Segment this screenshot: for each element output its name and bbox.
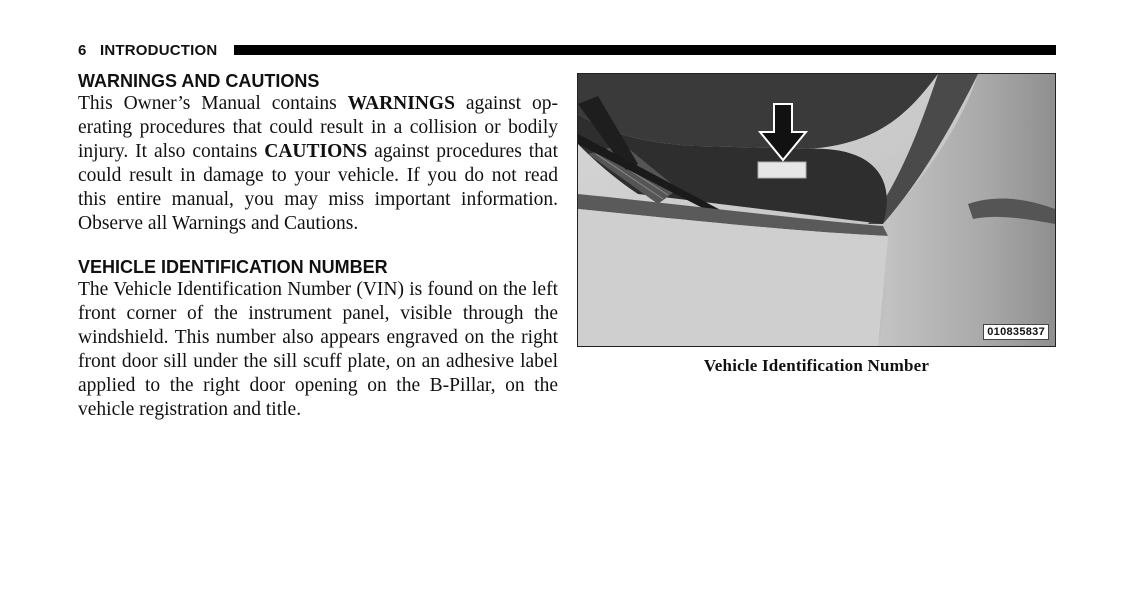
warnings-text-2: against operating procedures that could result in a collision or bodily injury. It also contains bbox=[78, 93, 559, 162]
warnings-section bbox=[78, 70, 558, 236]
vin-paragraph: The Vehicle Identification Number (VIN) is found on the left front corner of the instrument panel, visible through the windshield. This number also appears engraved on the right front door sill under the sill scuff plate, on an adhesive label applied to the right door opening on the B-Pillar, on the vehicle registration and title. bbox=[78, 279, 558, 420]
image-code-label: 010835837 bbox=[983, 324, 1049, 340]
vin-location-illustration bbox=[577, 73, 1056, 347]
vin-section bbox=[78, 256, 558, 422]
car-windshield-drawing bbox=[578, 74, 1055, 346]
vin-heading: VEHICLE IDENTIFICATION NUMBER bbox=[78, 257, 388, 277]
figure-caption: Vehicle Identification Number bbox=[703, 356, 930, 375]
warnings-bold-term: WARNINGS bbox=[347, 93, 455, 114]
page-header bbox=[78, 41, 1056, 61]
header-rule bbox=[234, 45, 1056, 55]
section-title: INTRODUCTION bbox=[100, 42, 218, 59]
warnings-text-3: against procedures that could result in damage to your vehicle. If you do not read this entire manual, you may miss important information. Observe all Warnings and Cautions. bbox=[78, 141, 559, 234]
warnings-text-1: This Owner’s Manual contains bbox=[78, 93, 348, 114]
warnings-heading: WARNINGS AND CAUTIONS bbox=[78, 71, 320, 91]
page-number: 6 bbox=[78, 42, 87, 59]
warnings-paragraph bbox=[78, 92, 558, 236]
cautions-bold-term: CAUTIONS bbox=[264, 141, 368, 162]
